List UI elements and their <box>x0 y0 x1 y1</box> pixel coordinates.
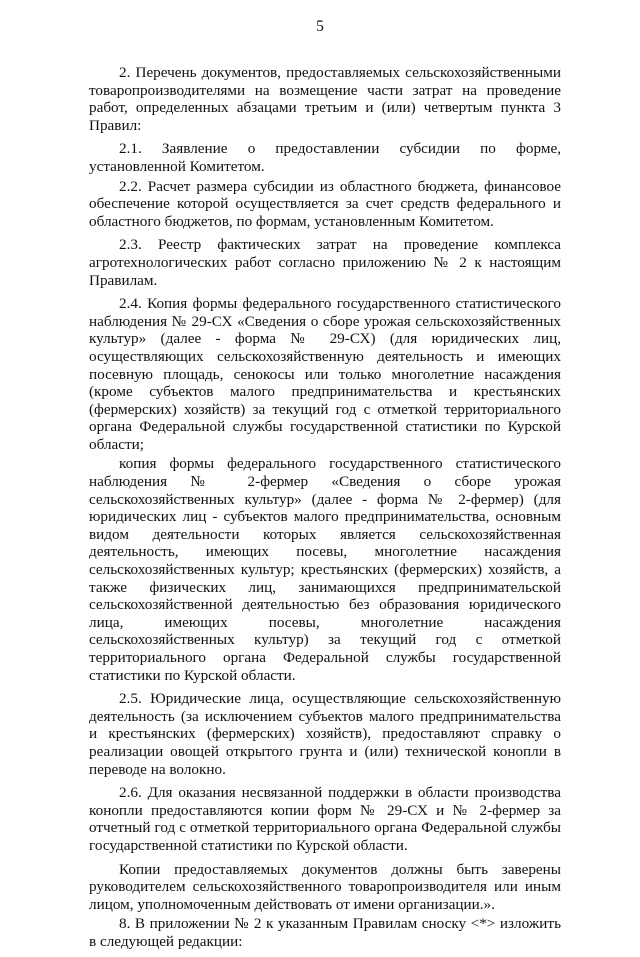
paragraph-item-2-3: 2.3. Реестр фактических затрат на проведение комплекса агротехнологических работ согласно приложению № 2 к настоящим Правилам. <box>89 236 561 289</box>
paragraph-item-2: 2. Перечень документов, предоставляемых сельскохозяйственными товаропроизводителями на возмещение части затрат на проведение работ, определенных абзацами третьим и (или) четвертым пункта 3 Правил: <box>89 64 561 134</box>
paragraph-item-2-4-continued: копия формы федерального государственного статистического наблюдения № 2-фермер «Сведения о сборе урожая сельскохозяйственных культур» (далее - форма № 2-фермер) (для юридических лиц - субъектов малого предпринимательства, основным видом деятельности которых является сельскохозяйственная деятельность, имеющих посевы, многолетние насаждения сельскохозяйственных культур; крестьянских (фермерских) хозяйств, а также физических лиц, занимающихся предпринимательской сельскохозяйственной деятельностью без образования юридического лица, имеющих посевы, многолетние насаждения сельскохозяйственных культур) за текущий год с отметкой территориального органа Федеральной службы государственной статистики по Курской области. <box>89 455 561 684</box>
paragraph-item-2-1: 2.1. Заявление о предоставлении субсидии по форме, установленной Комитетом. <box>89 140 561 175</box>
paragraph-item-2-6: 2.6. Для оказания несвязанной поддержки в области производства конопли предоставляются копии форм № 29-СХ и № 2-фермер за отчетный год с отметкой территориального органа Федеральной службы государственной статистики по Курской области. <box>89 784 561 854</box>
paragraph-item-2-2: 2.2. Расчет размера субсидии из областного бюджета, финансовое обеспечение которой осуществляется за счет средств федерального и областного бюджетов, по формам, установленным Комитетом. <box>89 177 561 230</box>
page-number: 5 <box>316 18 324 35</box>
document-body <box>89 64 561 957</box>
paragraph-item-2-5: 2.5. Юридические лица, осуществляющие сельскохозяйственную деятельность (за исключением субъектов малого предпринимательства и крестьянских (фермерских) хозяйств), предоставляют справку о реализации овощей открытого грунта и (или) технической конопли в переводе на волокно. <box>89 690 561 778</box>
paragraph-certification: Копии предоставляемых документов должны быть заверены руководителем сельскохозяйственного товаропроизводителя или иным лицом, уполномоченным действовать от имени организации.». <box>89 860 561 913</box>
paragraph-item-2-4: 2.4. Копия формы федерального государственного статистического наблюдения № 29-СХ «Сведения о сборе урожая сельскохозяйственных культур» (далее - форма № 29-СХ) (для юридических лиц, осуществляющих сельскохозяйственную деятельность и имеющих посевную площадь, сенокосы или только многолетние насаждения (кроме субъектов малого предпринимательства и крестьянских (фермерских) хозяйств) за текущий год с отметкой территориального органа Федеральной службы государственной статистики по Курской области; <box>89 295 561 453</box>
paragraph-item-8: 8. В приложении № 2 к указанным Правилам сноску <*> изложить в следующей редакции: <box>89 915 561 950</box>
